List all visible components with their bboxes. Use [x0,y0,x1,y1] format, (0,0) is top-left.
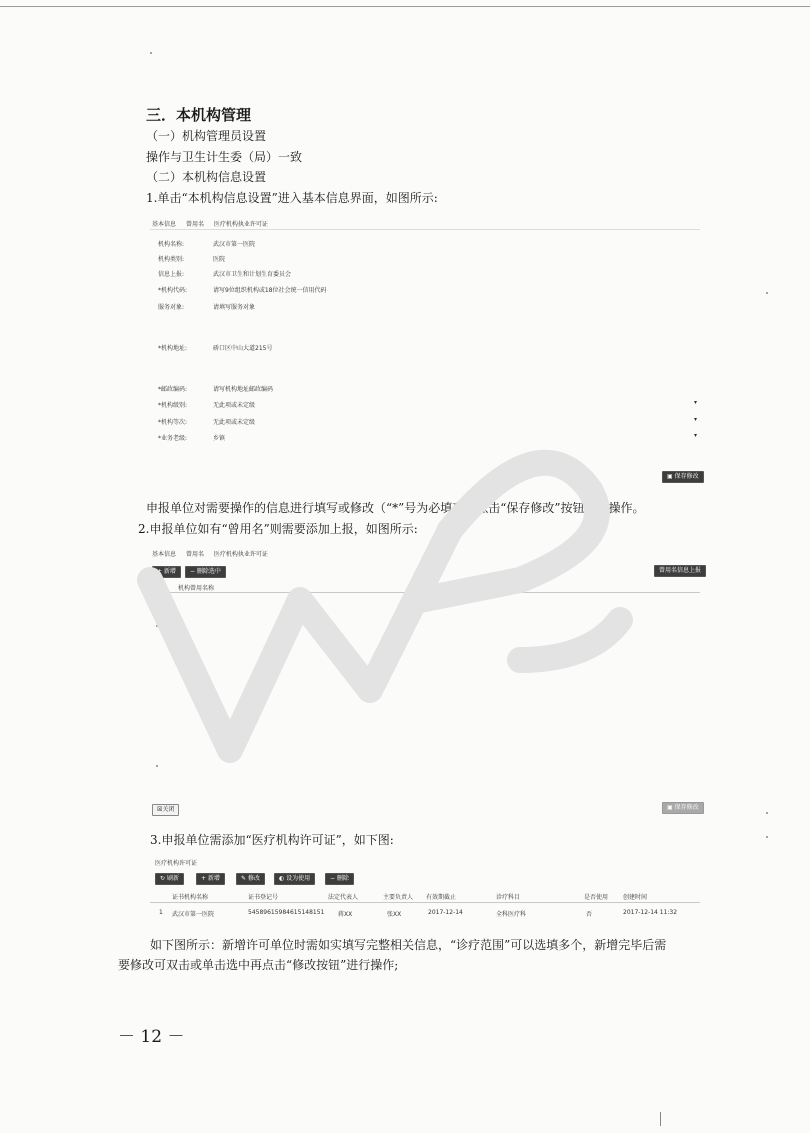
scan-mark [766,292,768,294]
table-cell[interactable]: 蒋XX [338,911,353,918]
form2-tabs [152,549,276,558]
save-button-disabled[interactable] [662,802,704,814]
license-panel-title: 医疗机构许可证 [155,860,198,867]
refresh-label: 刷新 [166,875,179,882]
tab-divider [150,229,700,230]
save-icon: ▣ [667,473,673,480]
field-value[interactable]: 乡镇 [213,435,226,442]
field-label: *机构地址: [158,345,188,352]
field-label: *机构级别: [158,402,188,409]
field-row [158,400,255,409]
field-row [158,343,272,352]
step-1-text: 1.单击“本机构信息设置”进入基本信息界面，如图所示: [146,191,438,205]
field-row [158,285,326,294]
column-header: 创建时间 [623,894,648,901]
wps-watermark-logo [120,430,640,770]
top-border [0,6,810,7]
field-label: *机构等次: [158,419,188,426]
field-label: *邮政编码: [158,386,188,393]
closing-paragraph-line1: 如下图所示：新增许可单位时需如实填写完整相关信息，“诊疗范围”可以选填多个，新增完毕后需 [150,938,667,952]
empty-message: 无内容 [417,603,436,610]
column-header: 证书机构名称 [172,894,209,901]
tab-basic-info[interactable]: 基本信息 [152,221,177,228]
scan-mark [766,836,768,838]
field-value[interactable]: 武汉市卫生和计划生育委员会 [213,271,292,278]
table-cell[interactable]: 2017-12-14 [428,909,463,916]
closing-paragraph-line2: 要修改可双击或单击选中再点击“修改按钮”进行操作; [118,958,399,972]
close-button[interactable] [152,804,179,816]
field-value[interactable]: 请写9位组织机构或18位社会统一信用代码 [213,287,327,294]
set-active-button[interactable] [274,873,315,885]
scan-mark [156,765,158,767]
field-value[interactable]: 无此项或未定级 [213,402,256,409]
add-license-button[interactable]: + 新增 [196,873,225,885]
tab-basic-info[interactable]: 基本信息 [152,551,177,558]
form1-tabs [152,219,276,228]
chevron-down-icon[interactable]: ▾ [694,432,698,439]
tab-former-name[interactable]: 曾用名 [185,551,204,558]
table-cell[interactable]: 全科医疗科 [496,911,527,918]
delete-selected-button[interactable]: − 删除选中 [185,566,226,578]
field-label: 机构名称: [158,241,185,248]
edit-icon: ✎ [241,875,247,882]
scan-mark [660,1112,661,1126]
paragraph-admin: 操作与卫生计生委（局）一致 [146,150,303,164]
subheading-info: （二）本机构信息设置 [146,170,267,184]
table-cell[interactable]: 武汉市第一医院 [172,911,215,918]
add-button[interactable]: + 新增 [152,566,181,578]
field-value[interactable]: 硚口区中山大道215号 [213,345,273,352]
table-cell[interactable]: 54589615984615148151 [248,909,325,916]
subheading-admin: （一）机构管理员设置 [146,129,267,143]
table-cell[interactable]: 2017-12-14 11:32 [623,909,678,916]
field-label: 信息上报: [158,271,185,278]
field-row [158,254,225,263]
tab-license[interactable]: 医疗机构执业许可证 [213,221,268,228]
column-header: 诊疗科目 [496,894,521,901]
field-row [158,433,225,442]
field-value[interactable]: 请写机构地址邮政编码 [213,386,274,393]
column-header-former-name: 机构曾用名称 [178,585,215,592]
refresh-icon: ↻ [160,875,166,882]
delete-license-button[interactable]: − 删除 [325,873,354,885]
field-value[interactable]: 无此项或未定级 [213,419,256,426]
tab-license[interactable]: 医疗机构执业许可证 [213,551,268,558]
table-header-divider [150,592,700,593]
table-header-divider [150,902,700,903]
field-row [158,302,255,311]
page-number: － 12 － [118,1027,185,1047]
row-index: 1 [159,909,163,916]
set-active-label: 设为使用 [286,875,311,882]
save-label: 保存修改 [674,804,699,811]
field-value[interactable]: 医院 [213,256,226,263]
column-header: 法定代表人 [328,894,359,901]
table-cell[interactable]: 张XX [387,911,402,918]
field-label: *业务老级: [158,435,188,442]
checkbox-icon[interactable]: ○ [154,582,160,589]
save-icon: ▣ [667,804,673,811]
column-header: 主要负责人 [383,894,414,901]
field-row [158,417,255,426]
edit-button[interactable] [236,873,265,885]
field-label: 机构类别: [158,256,185,263]
step-2-text: 2.申报单位如有“曾用名”则需要添加上报，如图所示: [138,522,418,536]
edit-label: 修改 [247,875,260,882]
save-label: 保存修改 [674,473,699,480]
field-label: *机构代码: [158,287,188,294]
section-heading: 三．本机构管理 [146,106,252,124]
close-icon: ☒ [157,806,163,813]
field-row [158,269,291,278]
refresh-button[interactable] [155,873,184,885]
tab-former-name[interactable]: 曾用名 [185,221,204,228]
toggle-icon: ◐ [279,875,285,882]
step-3-text: 3.申报单位需添加“医疗机构许可证”，如下图: [150,833,394,847]
scan-mark [766,812,768,814]
chevron-down-icon[interactable]: ▾ [694,416,698,423]
scan-mark [150,52,152,54]
chevron-down-icon[interactable]: ▾ [694,399,698,406]
field-value[interactable]: 请填写服务对象 [213,304,256,311]
scan-mark [156,625,158,627]
table-cell[interactable]: 否 [586,911,593,918]
field-label: 服务对象: [158,304,185,311]
column-header: 证书登记号 [248,894,279,901]
close-label: 关闭 [162,806,175,813]
save-button[interactable] [662,471,704,483]
field-value[interactable]: 武汉市第一医院 [213,241,256,248]
column-header: 有效期截止 [426,894,457,901]
column-header: 是否使用 [584,894,609,901]
report-former-name-button[interactable]: 曾用名信息上报 [654,565,706,577]
instruction-paragraph: 申报单位对需要操作的信息进行填写或修改（“*”号为必填项）点击“保存修改”按钮完成操作。 [146,501,645,515]
field-row [158,384,273,393]
field-row [158,239,255,248]
